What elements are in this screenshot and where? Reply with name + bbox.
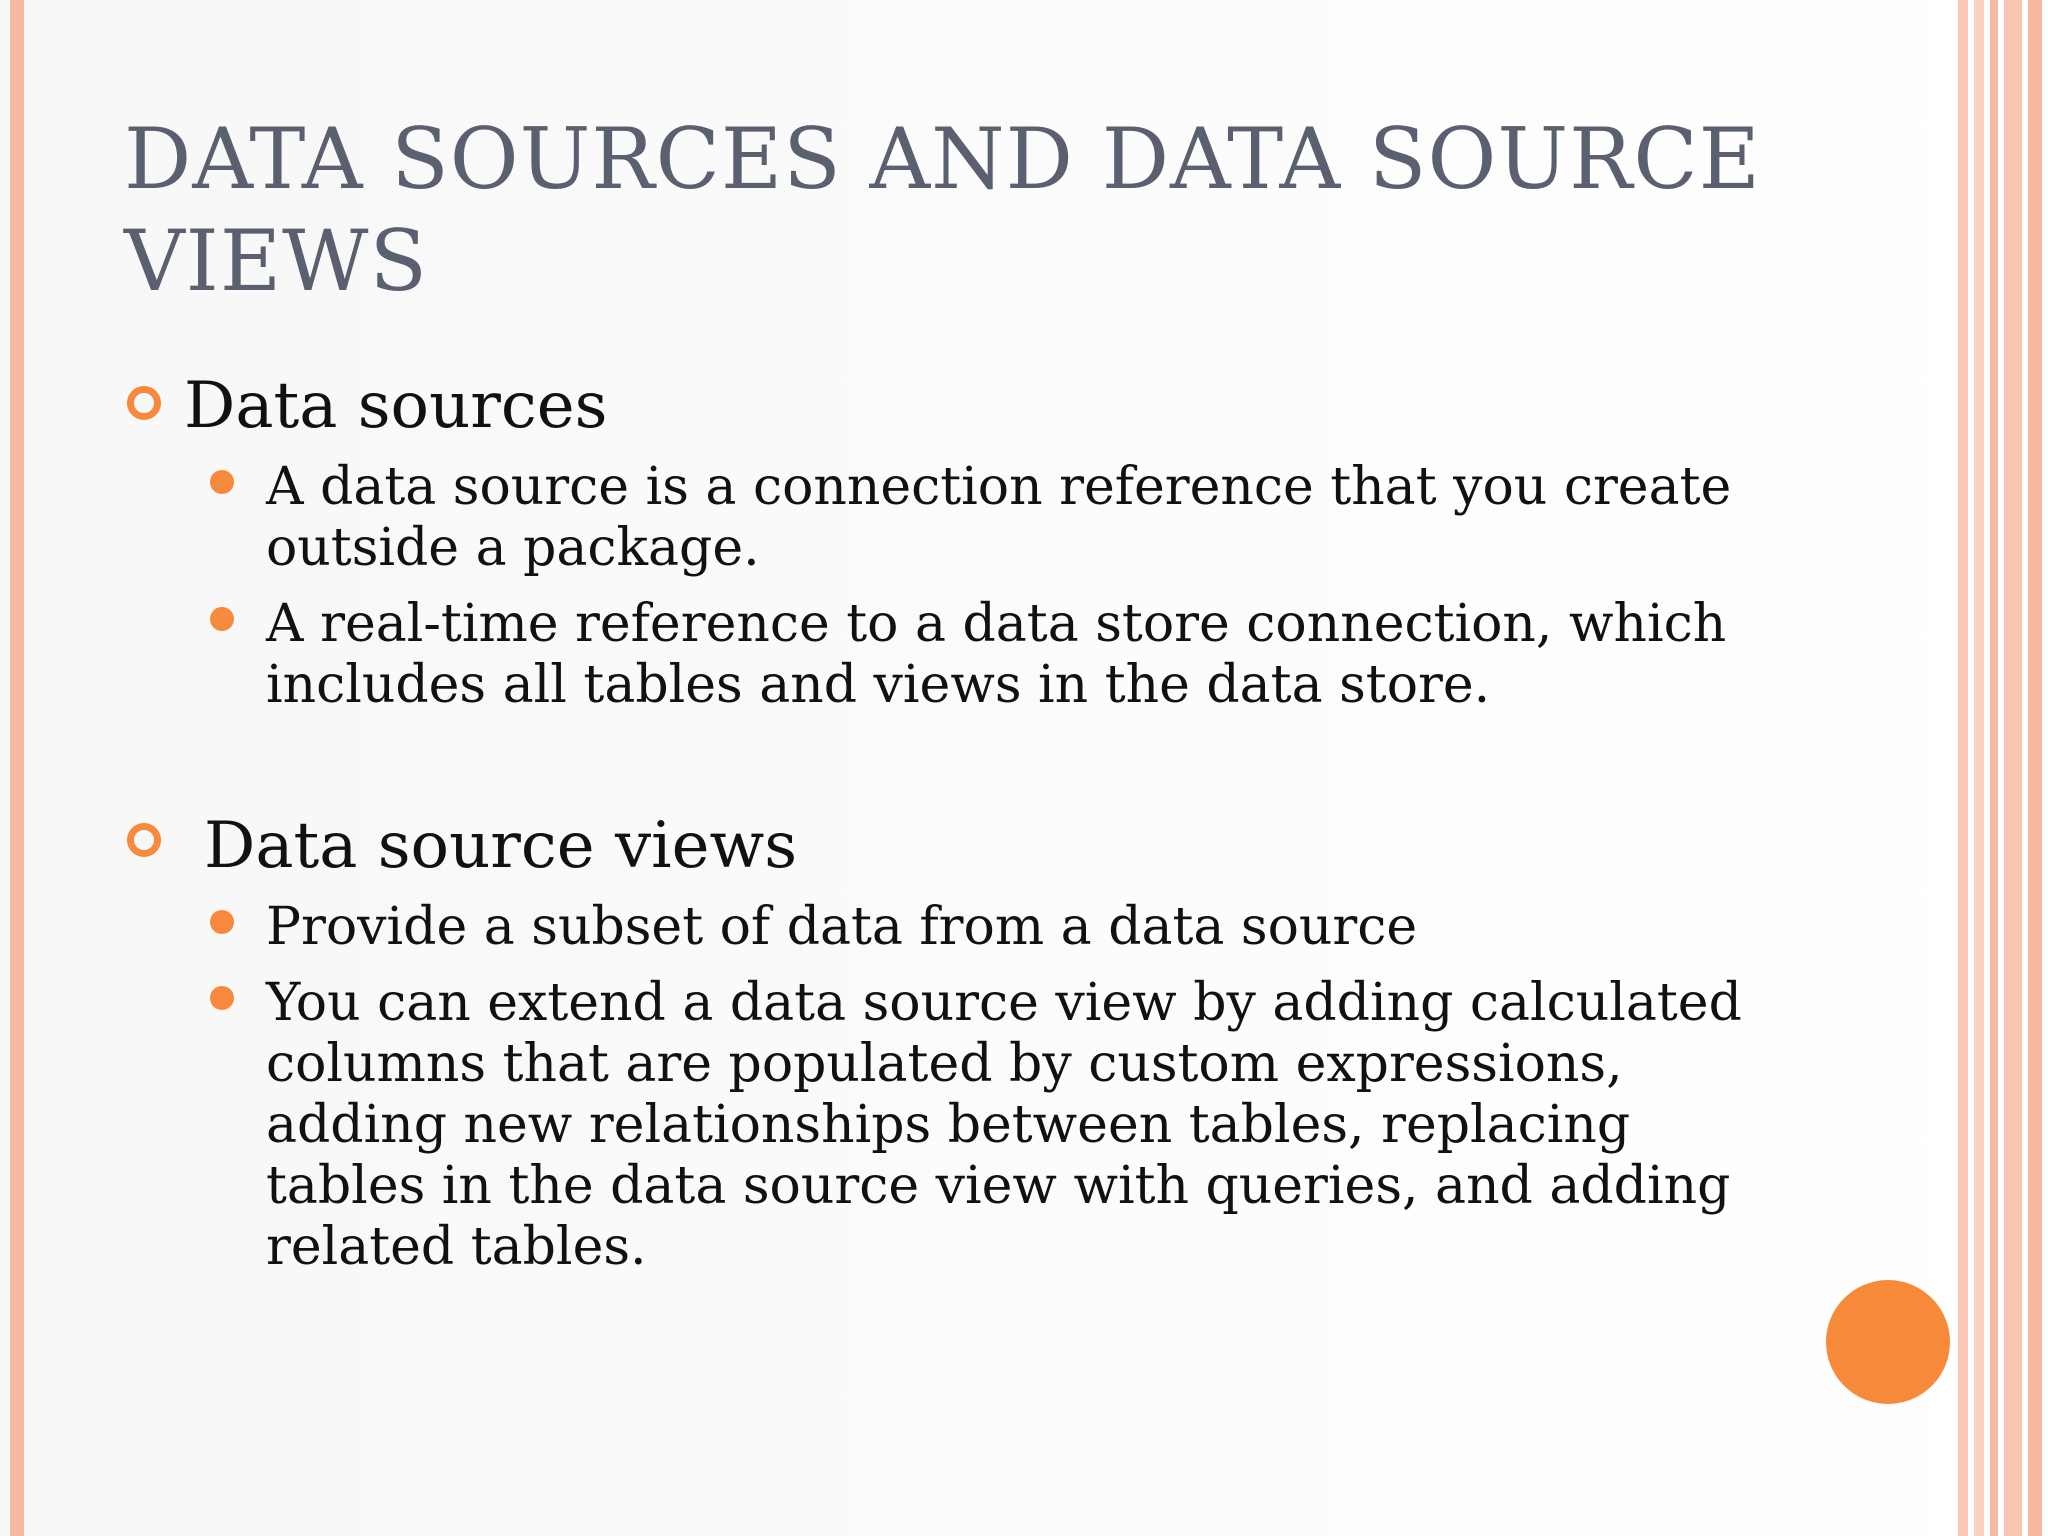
dot-bullet-icon [210,986,234,1010]
section-heading-data-source-views: Data source views [204,809,798,883]
bullet-line: Provide a subset of data from a data source [266,897,1418,957]
bullet-line: includes all tables and views in the data store. [266,655,1491,715]
bullet-line: outside a package. [266,518,760,578]
bullet-line: columns that are populated by custom expressions, [266,1034,1623,1094]
slide-title-line: DATA SOURCES AND DATA SOURCE [124,110,1761,208]
bullet-line: related tables. [266,1217,647,1277]
bullet-line: You can extend a data source view by adding calculated [266,973,1742,1033]
dot-bullet-icon [210,910,234,934]
bullet-item [266,897,1766,958]
left-border-stripe [10,0,24,1536]
bullet-line: A real-time reference to a data store connection, which [266,594,1727,654]
bullet-item [266,457,1766,579]
bullet-line: adding new relationships between tables, replacing [266,1095,1631,1155]
right-border-stripe [1990,0,1998,1536]
bullet-item [266,594,1766,716]
ring-bullet-icon [127,386,161,420]
orange-circle-decoration [1826,1280,1950,1404]
right-border-stripe [2004,0,2022,1536]
right-border-stripe [1974,0,1984,1536]
slide-title-line: VIEWS [124,212,429,310]
dot-bullet-icon [210,607,234,631]
ring-bullet-icon [127,823,161,857]
right-border-stripe [2028,0,2042,1536]
section-heading-data-sources: Data sources [184,369,608,443]
bullet-item [266,973,1766,1278]
bullet-line: tables in the data source view with queries, and adding [266,1156,1731,1216]
right-border-stripe [1958,0,1968,1536]
slide-title [124,108,1884,312]
bullet-line: A data source is a connection reference that you create [266,457,1732,517]
dot-bullet-icon [210,470,234,494]
